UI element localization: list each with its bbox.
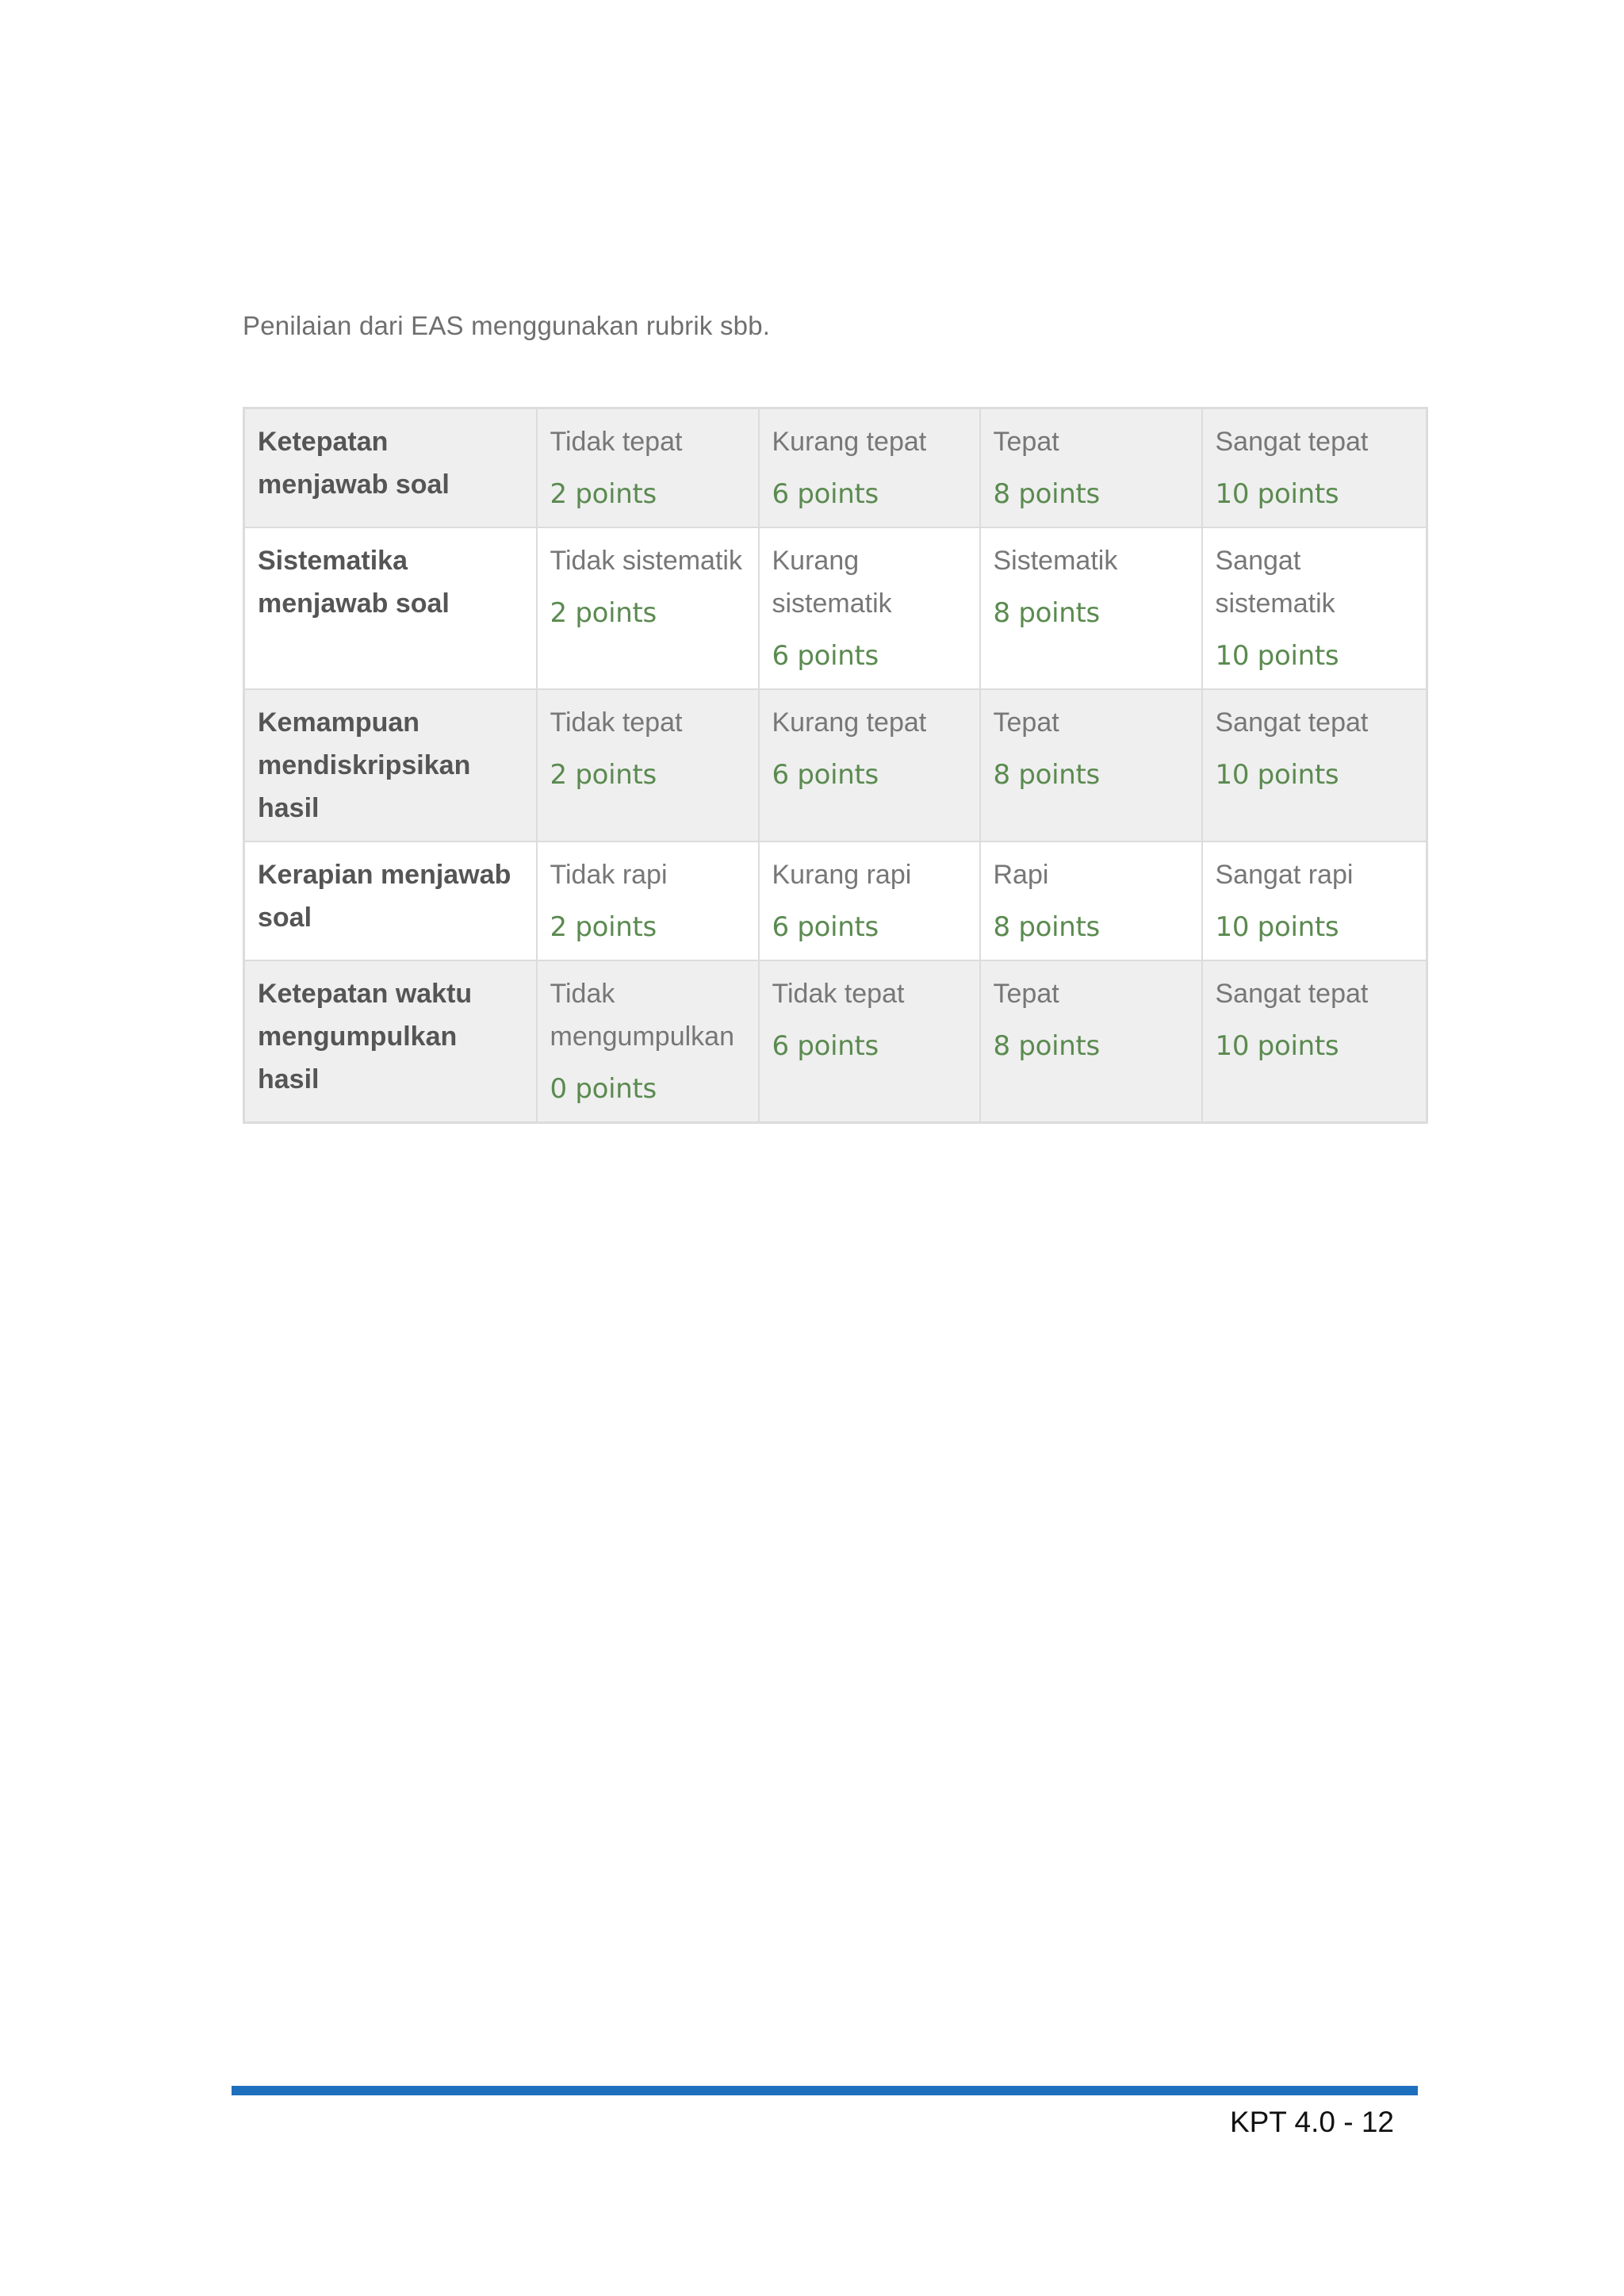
level-label: Kurang sistematik bbox=[772, 546, 892, 619]
level-cell bbox=[1202, 841, 1427, 960]
level-points: 0 points bbox=[550, 1073, 657, 1105]
level-points: 8 points bbox=[993, 911, 1100, 943]
level-label: Tidak mengumpulkan bbox=[550, 979, 734, 1052]
level-points: 8 points bbox=[993, 1030, 1100, 1062]
level-cell bbox=[759, 408, 980, 528]
level-label: Sangat tepat bbox=[1215, 427, 1369, 457]
level-cell bbox=[537, 960, 759, 1123]
page-number: KPT 4.0 - 12 bbox=[1229, 2106, 1394, 2138]
level-label: Tidak tepat bbox=[772, 979, 905, 1009]
level-cell bbox=[537, 408, 759, 528]
criterion-cell: Ketepatan waktu mengumpulkan hasil bbox=[244, 960, 537, 1123]
level-label: Kurang tepat bbox=[772, 707, 927, 738]
level-points: 6 points bbox=[772, 911, 879, 943]
rubric-row bbox=[244, 960, 1427, 1123]
level-points: 2 points bbox=[550, 597, 657, 629]
level-label: Sangat tepat bbox=[1215, 707, 1369, 738]
level-cell bbox=[980, 960, 1202, 1123]
level-label: Sangat sistematik bbox=[1215, 546, 1335, 619]
rubric-table bbox=[243, 407, 1428, 1124]
footer-divider bbox=[232, 2086, 1418, 2095]
level-cell bbox=[759, 841, 980, 960]
level-label: Tidak rapi bbox=[550, 860, 668, 890]
level-cell bbox=[980, 689, 1202, 841]
rubric-row bbox=[244, 841, 1427, 960]
level-cell bbox=[1202, 960, 1427, 1123]
level-points: 6 points bbox=[772, 478, 879, 510]
level-label: Tidak sistematik bbox=[550, 546, 742, 576]
criterion-cell: Ketepatan menjawab soal bbox=[244, 408, 537, 528]
level-points: 10 points bbox=[1215, 911, 1339, 943]
level-points: 8 points bbox=[993, 478, 1100, 510]
level-points: 6 points bbox=[772, 759, 879, 791]
rubric-row bbox=[244, 408, 1427, 528]
level-points: 2 points bbox=[550, 911, 657, 943]
level-cell bbox=[759, 960, 980, 1123]
level-cell bbox=[759, 527, 980, 689]
level-label: Tepat bbox=[993, 427, 1059, 457]
level-cell bbox=[537, 841, 759, 960]
level-cell bbox=[759, 689, 980, 841]
level-cell bbox=[1202, 689, 1427, 841]
level-points: 2 points bbox=[550, 759, 657, 791]
level-label: Tidak tepat bbox=[550, 707, 683, 738]
level-label: Tidak tepat bbox=[550, 427, 683, 457]
level-points: 8 points bbox=[993, 759, 1100, 791]
level-points: 10 points bbox=[1215, 478, 1339, 510]
level-label: Sangat tepat bbox=[1215, 979, 1369, 1009]
level-label: Tepat bbox=[993, 979, 1059, 1009]
criterion-cell: Kerapian menjawab soal bbox=[244, 841, 537, 960]
level-cell bbox=[980, 408, 1202, 528]
level-points: 6 points bbox=[772, 640, 879, 672]
level-cell bbox=[980, 841, 1202, 960]
criterion-cell: Kemampuan mendiskripsikan hasil bbox=[244, 689, 537, 841]
level-points: 2 points bbox=[550, 478, 657, 510]
level-label: Kurang rapi bbox=[772, 860, 912, 890]
criterion-cell: Sistematika menjawab soal bbox=[244, 527, 537, 689]
level-points: 10 points bbox=[1215, 759, 1339, 791]
level-points: 6 points bbox=[772, 1030, 879, 1062]
level-label: Tepat bbox=[993, 707, 1059, 738]
level-label: Sistematik bbox=[993, 546, 1118, 576]
rubric-row bbox=[244, 689, 1427, 841]
level-cell bbox=[537, 527, 759, 689]
level-label: Kurang tepat bbox=[772, 427, 927, 457]
rubric-row bbox=[244, 527, 1427, 689]
level-cell bbox=[1202, 527, 1427, 689]
level-cell bbox=[980, 527, 1202, 689]
level-label: Sangat rapi bbox=[1215, 860, 1354, 890]
level-cell bbox=[1202, 408, 1427, 528]
level-points: 10 points bbox=[1215, 640, 1339, 672]
intro-text: Penilaian dari EAS menggunakan rubrik sbb. bbox=[243, 311, 771, 340]
level-points: 8 points bbox=[993, 597, 1100, 629]
level-label: Rapi bbox=[993, 860, 1049, 890]
level-cell bbox=[537, 689, 759, 841]
level-points: 10 points bbox=[1215, 1030, 1339, 1062]
